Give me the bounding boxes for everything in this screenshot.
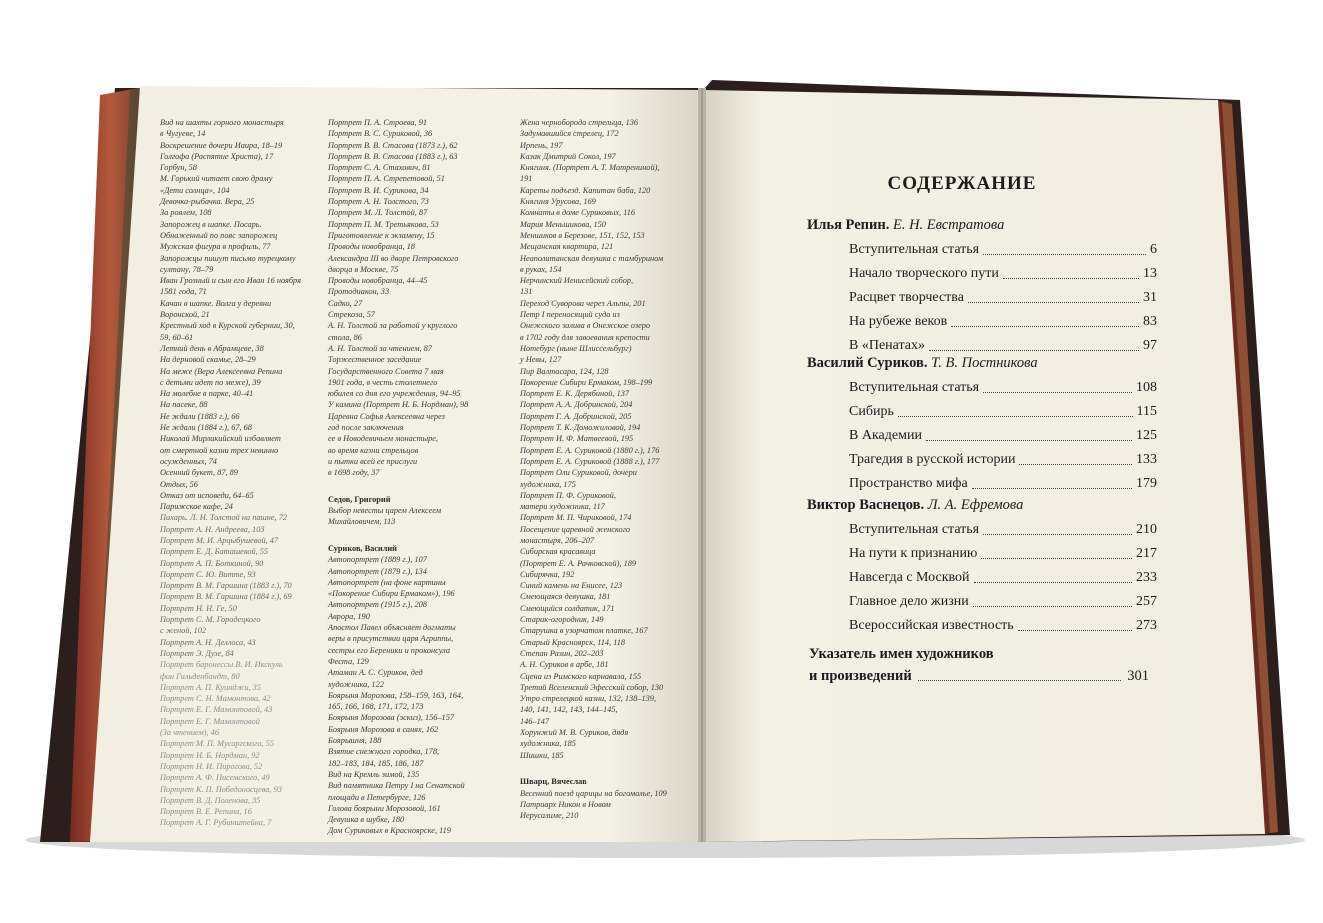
index-entry: Нотебург (ныне Шлиссельбург) (520, 343, 632, 353)
index-entry: ее в Новодевичьем монастыре, (328, 434, 439, 444)
toc-entry-page: 83 (1143, 314, 1157, 329)
index-entry: На дерновой скамье, 28–29 (160, 355, 256, 365)
index-entry: Портрет Е. Г. Мамонтовой, 43 (160, 705, 273, 715)
index-entry: султану, 78–79 (160, 264, 214, 274)
index-entry: Отдых, 56 (160, 479, 198, 489)
toc-entry (807, 310, 1157, 334)
index-entry: Государственного Совета 7 мая (328, 366, 444, 376)
index-entry: Портрет М. П. Мусоргского, 55 (160, 739, 274, 749)
toc-entry-title: В «Пенатах» (849, 338, 926, 353)
index-entry: Сибирская красавица (520, 547, 596, 557)
toc-entry (807, 400, 1157, 424)
index-entry: Портрет М. П. Чириковой, 174 (520, 513, 632, 523)
index-entry: Дом Суриковых в Красноярске, 119 (328, 826, 451, 836)
index-entry: Портрет Е. А. Суриковой (1888 г.), 177 (520, 456, 660, 466)
index-entry: М. Горький читает свою драму (160, 174, 273, 184)
index-entry: Автопортрет (1889 г.), 107 (328, 555, 427, 565)
index-entry: Иерусалиме, 210 (520, 811, 579, 821)
index-entry: художника, 185 (520, 739, 576, 749)
index-entry: Феста, 129 (328, 656, 369, 666)
index-entry: Смеющийся солдатик, 171 (520, 603, 615, 613)
index-entry: Портрет Н. Б. Нордман, 92 (160, 750, 260, 760)
index-entry: художника, 122 (328, 679, 384, 689)
toc-entry-page: 217 (1136, 546, 1157, 561)
index-entry: А. Н. Толстой за чтением, 87 (328, 343, 432, 353)
toc-entry-title: Главное дело жизни (849, 594, 969, 609)
index-entry: Проводы новобранца, 18 (328, 242, 415, 252)
index-entry: Автопортрет (на фоне картины (328, 577, 446, 587)
toc-entry-title: Начало творческого пути (849, 266, 999, 281)
index-entry: Михайловичем, 113 (328, 517, 396, 527)
index-entry: Портрет П. А. Стрепетовой, 51 (328, 174, 445, 184)
index-page-number: 301 (1127, 668, 1149, 684)
index-spacer (520, 761, 690, 772)
leader-dots (983, 238, 1146, 255)
index-entry: Боярышня, 188 (328, 736, 382, 746)
index-entry: (Портрет Е. А. Рачковской), 189 (520, 558, 637, 568)
toc-entry-page: 273 (1136, 618, 1157, 633)
index-entry: Портрет А. А. Добринской, 204 (520, 400, 633, 410)
index-column-3 (520, 117, 690, 821)
index-entry: у Невы, 127 (520, 355, 562, 365)
index-entry: фон Гильденбандт, 80 (160, 671, 240, 681)
index-entry: Смеющаяся девушка, 181 (520, 592, 611, 602)
leader-dots (918, 665, 1122, 681)
index-entry: На меже (Вера Алексеевна Репина (160, 366, 283, 376)
index-entry: Портрет В. В. Стасова (1883 г.), 63 (328, 151, 458, 161)
toc-section-repin (807, 217, 1167, 358)
index-entry: 140, 141, 142, 143, 144–145, (520, 705, 618, 715)
index-entry: Осенний букет, 87, 89 (160, 468, 238, 478)
index-entry: Портрет В. И. Сурикова, 34 (328, 185, 429, 195)
index-entry: «Дети солнца», 104 (160, 185, 230, 195)
index-entry: Портрет Э. Дузе, 84 (160, 648, 234, 658)
index-entry: Портрет П. Ф. Суриковой, (520, 490, 616, 500)
index-entry: А. Н. Суриков в арбе, 181 (520, 660, 609, 670)
index-entry: Девушка в шубке, 180 (328, 815, 405, 825)
toc-entry-page: 233 (1136, 570, 1157, 585)
index-entry: Боярыня Морозова в санях, 162 (328, 724, 439, 734)
index-entry: дворца в Москве, 75 (328, 264, 399, 274)
index-entry: Портрет А. П. Куинджи, 35 (160, 682, 261, 692)
index-entry: Выбор невесты царем Алексеем (328, 506, 442, 516)
toc-entry-title: Расцвет творчества (849, 290, 964, 305)
index-entry: Онежского залива в Онежское озеро (520, 321, 651, 331)
index-entry: Аврора, 190 (328, 611, 370, 621)
index-entry: Неаполитанская девушка с тамбурином (520, 253, 664, 263)
index-entry: Казак Дмитрий Сокол, 197 (520, 151, 616, 161)
index-entry: Патриарх Никон в Новом (520, 799, 611, 809)
index-spacer (328, 528, 498, 539)
index-entry: Портрет П. М. Третьякова, 53 (328, 219, 439, 229)
index-entry: Портрет С. Ю. Витте, 93 (160, 569, 256, 579)
index-entry: Портрет К. П. Победоносцева, 93 (160, 784, 282, 794)
index-entry: Вид памятника Петру I на Сенатской (328, 781, 465, 791)
leader-dots (983, 376, 1132, 393)
leader-dots (972, 472, 1132, 489)
index-entry: Портрет В. В. Стасова (1873 г.), 62 (328, 140, 458, 150)
index-entry: площади в Петербурге, 126 (328, 792, 426, 802)
index-entry: Запорожцы пишут письмо турецкому (160, 253, 296, 263)
index-entry: Отказ от исповеди, 64–65 (160, 490, 254, 500)
leader-dots (1018, 614, 1132, 631)
index-entry: Горбун, 58 (160, 163, 197, 173)
leader-dots (926, 424, 1132, 441)
index-entry: 1581 года, 71 (160, 287, 207, 297)
index-entry: Не ждали (1883 г.), 66 (160, 411, 240, 421)
toc-entry-page: 97 (1143, 338, 1157, 353)
index-entry: Портрет П. А. Строева, 91 (328, 118, 428, 127)
index-entry: Портрет Г. А. Добринской, 205 (520, 411, 632, 421)
toc-entry (807, 238, 1157, 262)
index-artist-heading: Седов, Григорий (328, 494, 391, 504)
index-entry: Портрет А. Н. Толстого, 73 (328, 197, 429, 207)
leader-dots (981, 542, 1132, 559)
toc-entry-page: 210 (1136, 522, 1157, 537)
index-entry: 146–147 (520, 716, 550, 726)
index-entry: Протодиакон, 33 (328, 287, 390, 297)
toc-entry-page: 13 (1143, 266, 1157, 281)
toc-index-entry (809, 643, 1149, 687)
toc-section-surikov (807, 355, 1167, 496)
toc-entry-title: На рубеже веков (849, 314, 948, 329)
index-entry: Портрет Е. Г. Мамонтовой (160, 716, 260, 726)
index-entry: матери художника, 117 (520, 502, 605, 512)
index-entry: Автопортрет (1879 г.), 134 (328, 566, 427, 576)
index-entry: Портрет В. Е. Репина, 16 (160, 807, 252, 817)
index-entry: Атаман А. С. Суриков, дед (328, 668, 423, 678)
index-entry: Портрет М. И. Арцыбушевой, 47 (160, 535, 279, 545)
index-entry: 191 (520, 174, 533, 184)
index-entry: Портрет Н. И. Пирогова, 52 (160, 761, 263, 771)
index-entry: Портрет В. Д. Поленова, 35 (160, 795, 261, 805)
toc-entry-title: Вступительная статья (849, 242, 980, 257)
index-entry: Весенний поезд царицы на богомолье, 109 (520, 788, 667, 798)
index-entry: За роялем, 108 (160, 208, 212, 218)
toc-entry (807, 424, 1157, 448)
toc-entry-page: 108 (1136, 380, 1157, 395)
toc-entry-page: 179 (1136, 476, 1157, 491)
index-entry: Портрет Е. К. Дерябиной, 137 (520, 389, 630, 399)
toc-entry (807, 376, 1157, 400)
index-entry: На молебне в парке, 40–41 (160, 389, 254, 399)
leader-dots (898, 400, 1133, 417)
index-entry: Портрет А. П. Боткиной, 90 (160, 558, 264, 568)
index-entry: 131 (520, 287, 533, 297)
toc-author: Василий Суриков. Т. В. Постникова (807, 355, 1038, 371)
toc-entry-page: 115 (1136, 404, 1157, 419)
index-entry: (За чтением), 46 (160, 728, 219, 738)
toc-entry (807, 472, 1157, 496)
index-entry: Иван Грозный и сын его Иван 16 ноября (160, 276, 301, 286)
index-entry: веры в присутствии царя Агриппы, (328, 634, 454, 644)
index-entry: Стрекоза, 57 (328, 310, 375, 320)
toc-entry (807, 286, 1157, 310)
index-entry: Вид на Кремль зимой, 135 (328, 769, 420, 779)
leader-dots (968, 286, 1139, 303)
index-artist-heading: Шварц, Вячеслав (520, 777, 587, 787)
index-entry: Пир Валтасара, 124, 128 (520, 366, 609, 376)
index-entry: 59, 60–61 (160, 332, 194, 342)
index-entry: На пасеке, 88 (160, 400, 208, 410)
index-entry: Мужская фигура в профиль, 77 (160, 242, 271, 252)
index-entry: Воскрешение дочери Иаира, 18–19 (160, 140, 283, 150)
index-entry: Апостол Павел объясняет догматы (328, 623, 456, 633)
index-entry: Портрет В. М. Гаршина (1884 г.), 69 (160, 592, 292, 602)
index-artist-heading: Суриков, Василий (328, 543, 397, 553)
leader-dots (974, 566, 1132, 583)
index-entry: осужденных, 74 (160, 456, 217, 466)
index-entry: Княгиня Урусова, 169 (520, 197, 596, 207)
toc-entry-title: На пути к признанию (849, 546, 978, 561)
leader-dots (983, 518, 1132, 535)
leader-dots (1019, 448, 1132, 465)
contents-title: СОДЕРЖАНИЕ (887, 173, 1037, 194)
index-entry: Садко, 27 (328, 298, 363, 308)
index-entry: Нерчинский Иенисейский собор, (520, 276, 634, 286)
index-entry: Приготовление к экзамену, 15 (328, 230, 435, 240)
index-entry: Посещение царевной женского (520, 524, 631, 534)
index-entry: Парижское кафе, 24 (160, 502, 233, 512)
toc-entry (807, 542, 1157, 566)
toc-entry-title: Трагедия в русской истории (849, 452, 1016, 467)
leader-dots (973, 590, 1132, 607)
toc-entry-title: Пространство мифа (849, 476, 968, 491)
index-entry: Сибирячка, 192 (520, 569, 575, 579)
index-spacer (328, 479, 498, 490)
index-entry: Старый Красноярск, 114, 118 (520, 637, 626, 647)
toc-entry (807, 518, 1157, 542)
toc-author: Илья Репин. Е. Н. Евстратова (807, 217, 1005, 233)
index-entry: Обнаженный по пояс запорожец (160, 230, 278, 240)
index-entry: Третий Вселенский Эфесский собор, 130 (520, 682, 664, 692)
index-entry: Боярыня Морозова, 158–159, 163, 164, (328, 690, 464, 700)
index-entry: Покорение Сибири Ермаком, 198–199 (520, 377, 653, 387)
index-entry: стола, 86 (328, 332, 362, 342)
index-entry: Жена черноборода стрельца, 136 (520, 118, 639, 127)
leader-dots (1003, 262, 1139, 279)
index-entry: с детьми идет по меже), 39 (160, 377, 261, 387)
index-entry: Портрет В. С. Суриковой, 36 (328, 129, 433, 139)
index-entry: Портрет И. Ф. Матвеевой, 195 (520, 434, 634, 444)
index-entry: Портрет Оли Суриковой, дочери (520, 468, 637, 478)
index-title-line-2: и произведений (809, 668, 912, 684)
index-entry: Портрет баронессы В. И. Икскуль (160, 660, 283, 670)
index-entry: Портрет А. Ф. Писемского, 49 (160, 773, 270, 783)
index-entry: Кареты подъезд. Капитан баба, 120 (520, 185, 651, 195)
index-entry: юбилея со дня его учреждения, 94–95 (328, 389, 461, 399)
index-entry: Переход Суворова через Альпы, 201 (520, 298, 646, 308)
toc-entry-page: 125 (1136, 428, 1157, 443)
index-entry: Пахарь. Л. Н. Толстой на пашне, 72 (160, 513, 288, 523)
index-entry: сестры его Береники и проконсула (328, 645, 451, 655)
index-entry: Хорунжий М. В. Суриков, дядя (520, 728, 629, 738)
index-entry: от смертной казни трех невинно (160, 445, 279, 455)
index-entry: художника, 175 (520, 479, 576, 489)
index-title-line-1: Указатель имен художников (809, 646, 994, 662)
toc-entry-title: В Академии (849, 428, 922, 443)
toc-entry-title: Вступительная статья (849, 380, 980, 395)
index-entry: Шишки, 185 (520, 750, 564, 760)
index-entry: Воронской, 21 (160, 310, 210, 320)
index-entry: Сцена из Римского карнавала, 155 (520, 671, 642, 681)
toc-entry-title: Всероссийская известность (849, 618, 1014, 633)
index-entry: Утро стрелецкой казни, 132, 138–139, (520, 694, 657, 704)
toc-entry (807, 262, 1157, 286)
index-entry: во время казни стрельцов (328, 445, 419, 455)
index-entry: Портрет С. М. Городецкого (160, 615, 261, 625)
left-page-index (150, 95, 695, 840)
index-entry: Мария Меньшикова, 150 (520, 219, 606, 229)
index-entry: 182–183, 184, 185, 186, 187 (328, 758, 424, 768)
index-entry: Портрет С. Н. Мамонтова, 42 (160, 694, 271, 704)
index-entry: Задумавшийся стрелец, 172 (520, 129, 619, 139)
index-entry: Качан в шапке. Волга у деревни (160, 298, 272, 308)
index-entry: Девочка-рыбачка. Вера, 25 (160, 197, 255, 207)
index-entry: в Чугуеве, 14 (160, 129, 206, 139)
index-entry: Комнаты в доме Суриковых, 116 (520, 208, 636, 218)
index-entry: с женой, 102 (160, 626, 207, 636)
index-entry: Портрет А. Г. Рубинштейна, 7 (160, 818, 272, 828)
toc-entry-title: Вступительная статья (849, 522, 980, 537)
index-entry: У камина (Портрет Н. Б. Нордман), 98 (328, 400, 469, 410)
toc-entry (807, 590, 1157, 614)
toc-entry (807, 566, 1157, 590)
index-column-1 (160, 117, 330, 829)
index-entry: в 1702 году для завоевания крепости (520, 332, 650, 342)
index-entry: Проводы новобранца, 44–45 (328, 276, 428, 286)
toc-entry-title: Навсегда с Москвой (849, 570, 970, 585)
index-entry: Николай Мирликийский избавляет (160, 434, 281, 444)
toc-entry-title: Сибирь (849, 404, 894, 419)
index-entry: Портрет С. А. Стахович, 81 (328, 163, 431, 173)
index-entry: «Покорение Сибири Ермаком»), 196 (328, 589, 455, 599)
index-entry: Торжественное заседание (328, 355, 422, 365)
index-entry: Петр I переносящий суда из (520, 310, 620, 320)
index-entry: Голгофа (Распятие Христа), 17 (160, 151, 274, 161)
index-entry: Голова боярыни Морозовой, 161 (328, 803, 441, 813)
index-entry: в руках, 154 (520, 264, 562, 274)
toc-entry-page: 6 (1150, 242, 1157, 257)
index-entry: Ирпень, 197 (520, 140, 563, 150)
index-entry: Синий камень на Енисее, 123 (520, 581, 623, 591)
index-entry: Мещанская квартира, 121 (520, 242, 614, 252)
toc-entry-page: 31 (1143, 290, 1157, 305)
index-entry: Портрет Н. Н. Ге, 50 (160, 603, 237, 613)
index-entry: Не ждали (1884 г.), 67, 68 (160, 423, 252, 433)
index-entry: Портрет Т. К. Доможиловой, 194 (520, 423, 641, 433)
index-entry: Меншиков в Березове, 151, 152, 153 (520, 230, 645, 240)
toc-entry (807, 614, 1157, 638)
index-entry: Портрет В. М. Гаршина (1883 г.), 70 (160, 581, 292, 591)
index-entry: Портрет Е. Д. Баташевой, 55 (160, 547, 269, 557)
index-entry: Александра III во дворе Петровского (328, 253, 459, 263)
toc-author: Виктор Васнецов. Л. А. Ефремова (807, 497, 1024, 513)
index-entry: Портрет А. Н. Андреева, 103 (160, 524, 265, 534)
index-entry: Княгиня. (Портрет А. Т. Матрениной), (520, 163, 660, 173)
index-entry: Портрет М. Л. Толстой, 87 (328, 208, 428, 218)
toc-entry (807, 448, 1157, 472)
index-entry: Боярыня Морозова (эскиз), 156–157 (328, 713, 454, 723)
index-entry: и пытки всей ее прислуги (328, 456, 418, 466)
index-entry: в 1698 году, 37 (328, 468, 380, 478)
index-entry: 165, 166, 168, 171, 172, 173 (328, 702, 424, 712)
toc-entry-page: 257 (1136, 594, 1157, 609)
index-entry: Крестный ход в Курской губернии, 30, (160, 321, 295, 331)
toc-entry-page: 133 (1136, 452, 1157, 467)
leader-dots (929, 334, 1139, 351)
index-entry: Степан Разин, 202–203 (520, 648, 604, 658)
index-entry: Старик-огородник, 149 (520, 615, 604, 625)
index-entry: Царевна Софья Алексеевна через (328, 411, 445, 421)
index-column-2 (328, 117, 498, 837)
index-entry: год после заключения (328, 423, 404, 433)
index-entry: Вид на шахты горного монастыря (160, 118, 284, 127)
leader-dots (951, 310, 1139, 327)
index-entry: Старушка в узорчатом платке, 167 (520, 626, 648, 636)
index-entry: Взятие снежного городка, 178, (328, 747, 440, 757)
right-page-contents (712, 95, 1212, 830)
index-entry: Запорожец в шапке. Посарь. (160, 219, 262, 229)
index-entry: А. Н. Толстой за работой у круглого (328, 321, 458, 331)
index-entry: 1901 года, в честь столетнего (328, 377, 438, 387)
index-entry: Портрет А. Н. Деллоса, 43 (160, 637, 256, 647)
toc-section-vasnetsov (807, 497, 1167, 638)
index-entry: Летний день в Абрамцеве, 38 (160, 343, 264, 353)
index-entry: монастыря, 206–207 (520, 535, 595, 545)
index-entry: Автопортрет (1915 г.), 208 (328, 600, 427, 610)
index-entry: Портрет Е. А. Суриковой (1880 г.), 176 (520, 445, 660, 455)
